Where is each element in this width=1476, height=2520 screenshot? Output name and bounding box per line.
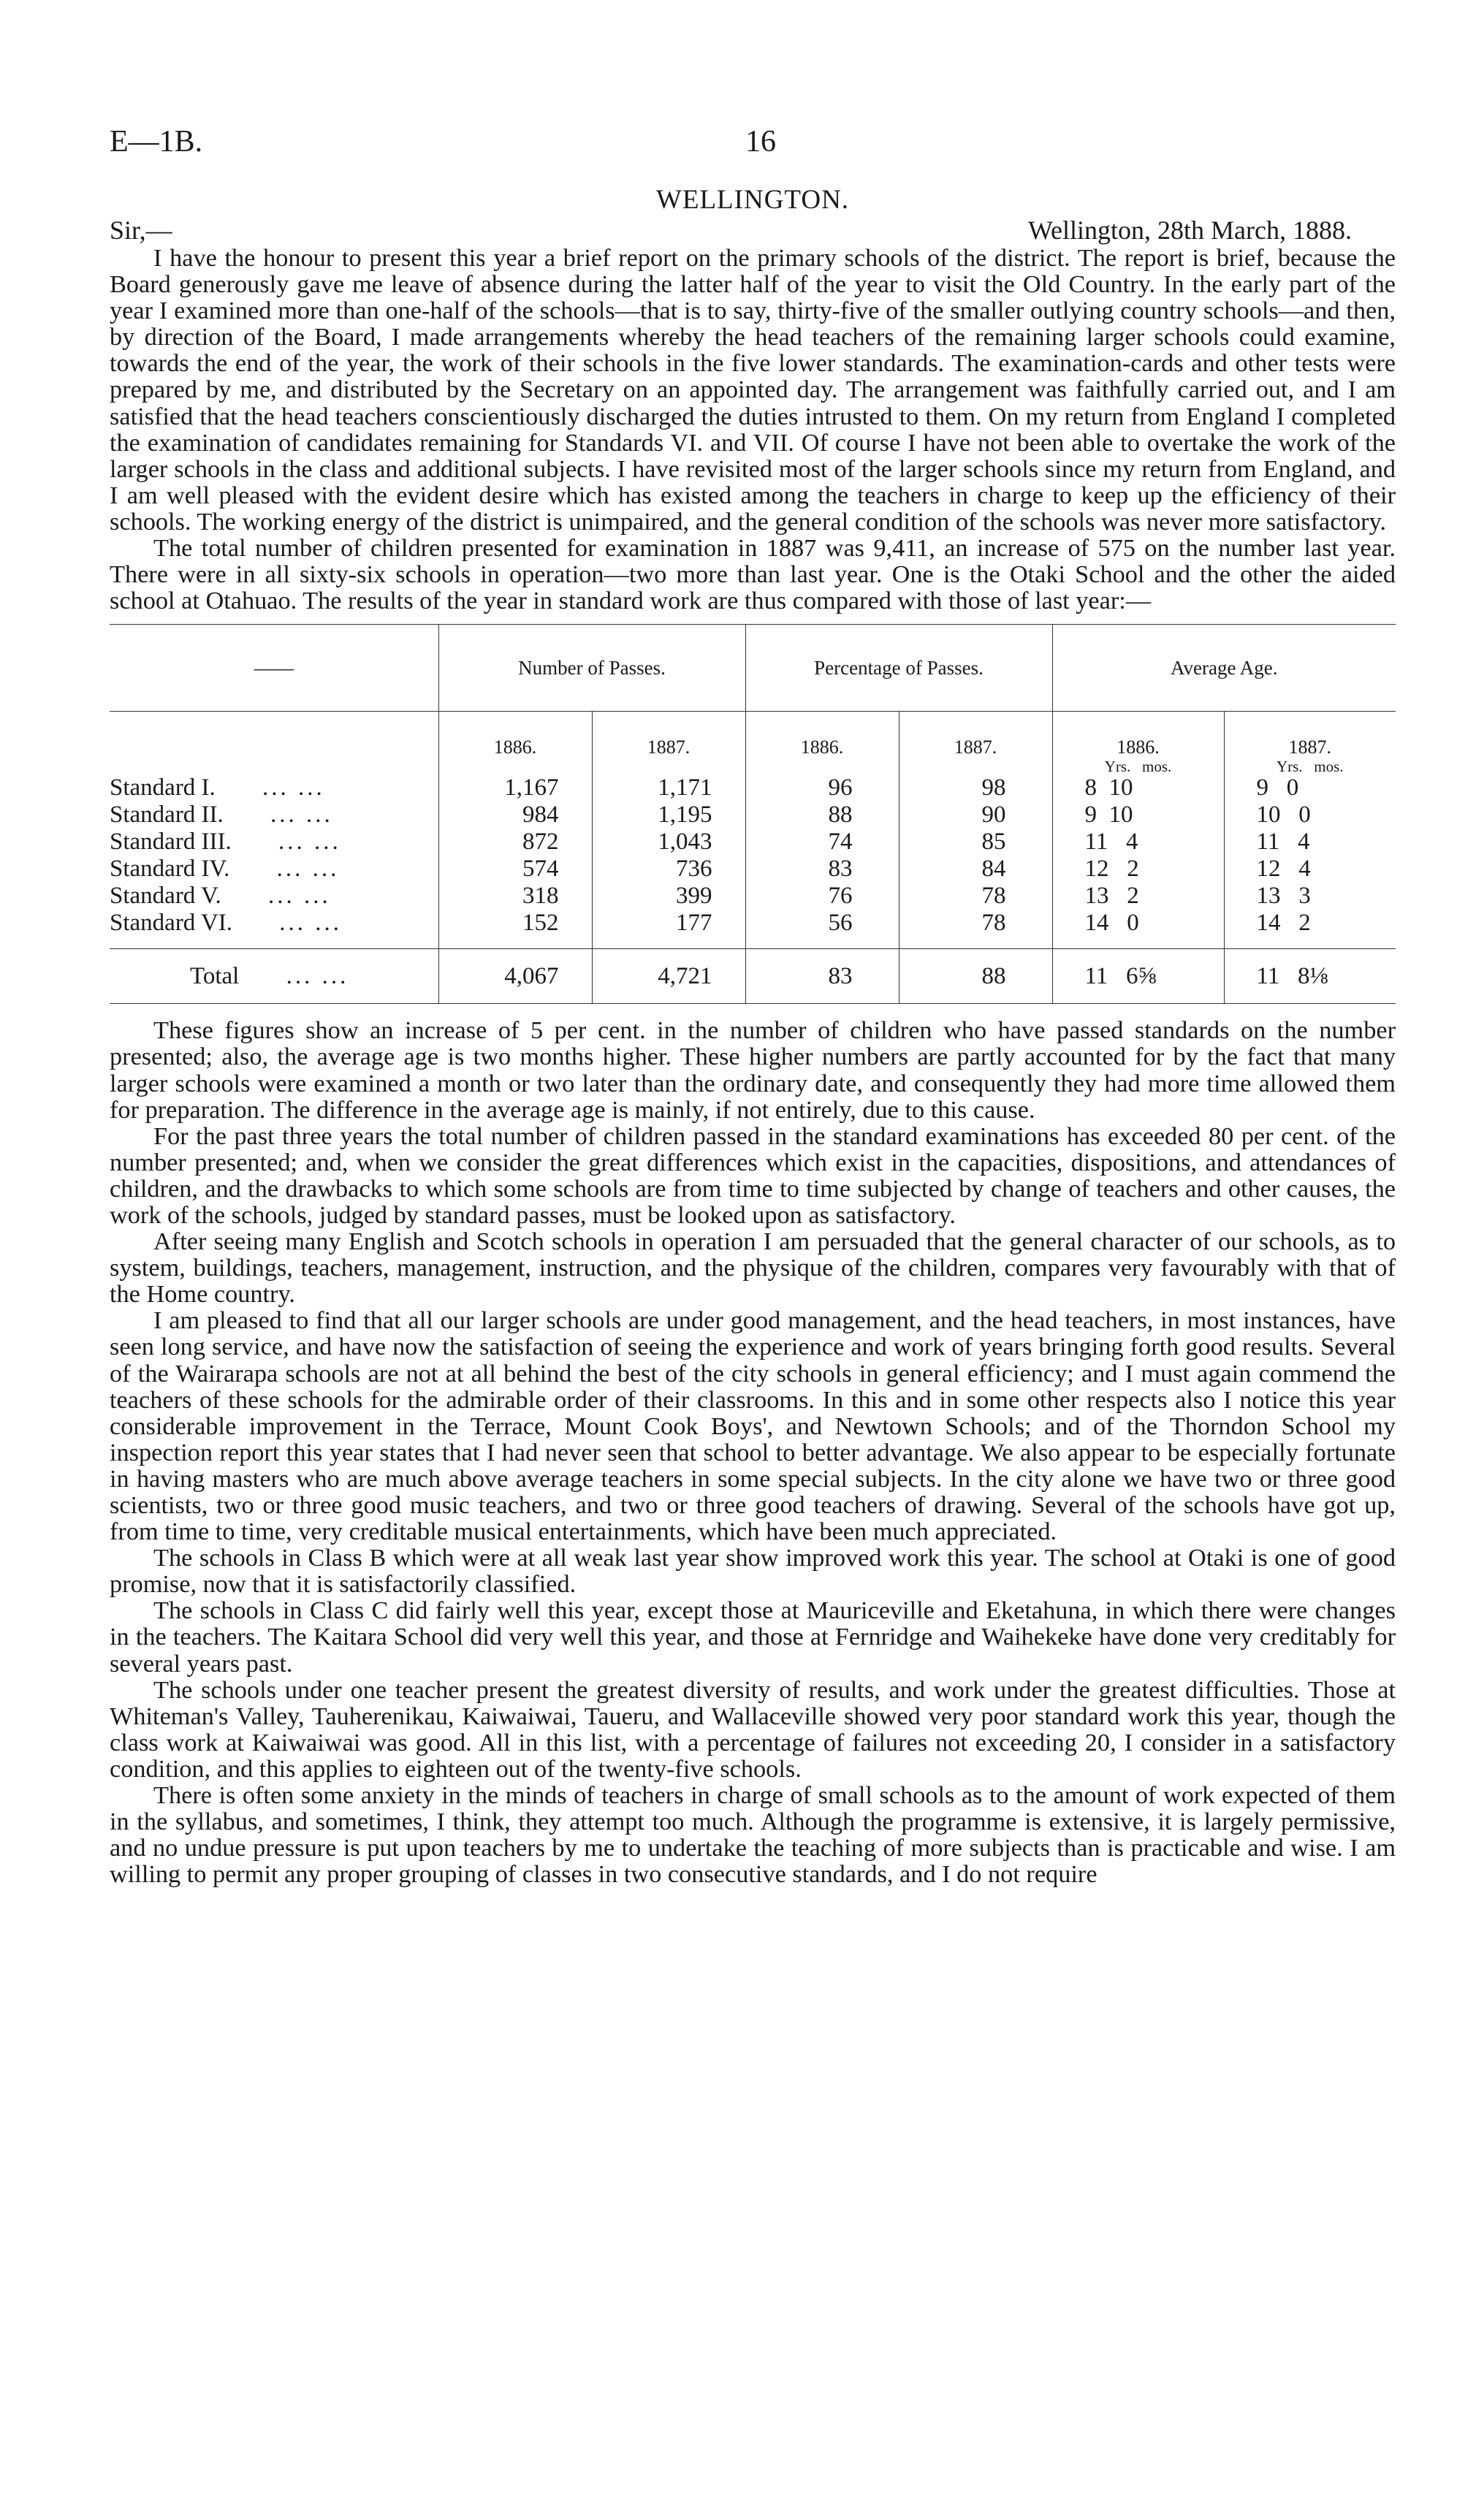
leader-dots: ... ... xyxy=(262,774,325,802)
age-1886: 13 2 xyxy=(1052,883,1224,910)
document-page xyxy=(110,124,1396,1887)
percentage-1886: 76 xyxy=(745,883,899,910)
age-1886: 8 10 xyxy=(1052,774,1224,802)
total-passes-1887: 4,721 xyxy=(592,949,745,1004)
age-year-header: 1886. Yrs. mos. xyxy=(1052,712,1224,775)
passes-1886: 984 xyxy=(438,802,592,829)
salutation: Sir,— xyxy=(110,216,172,245)
row-label: Standard III. xyxy=(110,829,232,856)
leader-dots: ... ... xyxy=(279,910,343,937)
passes-1887: 1,043 xyxy=(592,829,745,856)
table-row xyxy=(110,910,1396,937)
age-1886: 11 4 xyxy=(1052,829,1224,856)
row-label: Standard IV. xyxy=(110,856,230,883)
table-row xyxy=(110,829,1396,856)
table-row xyxy=(110,856,1396,883)
table-row xyxy=(110,802,1396,829)
passes-1886: 318 xyxy=(438,883,592,910)
passes-1887: 1,195 xyxy=(592,802,745,829)
total-label: Total xyxy=(190,962,240,989)
dateline: Wellington, 28th March, 1888. xyxy=(1027,216,1352,245)
passes-1886: 574 xyxy=(438,856,592,883)
leader-dots: ... ... xyxy=(270,802,333,829)
leader-dots: ... ... xyxy=(286,962,349,989)
age-1887: 10 0 xyxy=(1224,802,1396,829)
paragraph: For the past three years the total number of children passed in the standard examinations has exceeded 80 per cent. of the number presented; and, when we consider the great differences which exist in the capacities, dispositions, and attendances of children, and the drawbacks to which some schools are from time to time subjected by change of teachers and other causes, the work of the schools, judged by standard passes, must be looked upon as satisfactory. xyxy=(110,1122,1396,1229)
paragraph: The schools under one teacher present the greatest diversity of results, and work under the greatest difficulties. Those at Whiteman's Valley, Tauherenikau, Kaiwaiwai, Taueru, and Wallaceville showed very poor standard work this year, though the class work at Kaiwaiwai was good. All in this list, with a percentage of failures not exceeding 20, I consider in a satisfactory condition, and this applies to eighteen out of the twenty-five schools. xyxy=(110,1675,1396,1783)
passes-1886: 1,167 xyxy=(438,774,592,802)
percentage-1886: 96 xyxy=(745,774,899,802)
leader-dots: ... ... xyxy=(268,883,331,910)
year-header: 1887. xyxy=(592,712,745,775)
page-header xyxy=(110,124,1396,168)
percentage-1886: 74 xyxy=(745,829,899,856)
total-passes-1886: 4,067 xyxy=(438,949,592,1004)
paragraph: There is often some anxiety in the minds of teachers in charge of small schools as to the amount of work expected of them in the syllabus, and sometimes, I think, they attempt too much. Although the programme is extensive, it is largely permissive, and no undue pressure is put upon teachers by me to undertake the teaching of more subjects than is practicable and wise. I am willing to permit any proper grouping of classes in two consecutive standards, and I do not require xyxy=(110,1781,1396,1889)
age-1886: 9 10 xyxy=(1052,802,1224,829)
passes-1886: 872 xyxy=(438,829,592,856)
percentage-1887: 84 xyxy=(899,856,1052,883)
total-percentage-1886: 83 xyxy=(745,949,899,1004)
row-label: Standard II. xyxy=(110,802,224,829)
age-1887: 12 4 xyxy=(1224,856,1396,883)
document-reference: E—1B. xyxy=(110,125,203,159)
paragraph: These figures show an increase of 5 per cent. in the number of children who have passed standards on the number presented; also, the average age is two months higher. These higher numbers are partly accounted for by the fact that many larger schools were examined a month or two later than the ordinary date, and consequently they had more time allowed them for preparation. The difference in the average age is mainly, if not entirely, due to this cause. xyxy=(110,1016,1396,1124)
age-1886: 14 0 xyxy=(1052,910,1224,937)
year-header: 1887. xyxy=(899,712,1052,775)
salutation-line xyxy=(110,216,1396,245)
header-percentage-of-passes: Percentage of Passes. xyxy=(745,625,1052,712)
year-header: 1886. xyxy=(438,712,592,775)
paragraph: I have the honour to present this year a brief report on the primary schools of the district. The report is brief, because the Board generously gave me leave of absence during the latter half of the year to visit the Old Country. In the early part of the year I examined more than one-half of the schools—that is to say, thirty-five of the smaller outlying country schools—and then, by direction of the Board, I made arrangements whereby the head teachers of the remaining larger schools could examine, towards the end of the year, the work of their schools in the five lower standards. The examination-cards and other tests were prepared by me, and distributed by the Secretary on an appointed day. The arrangement was faithfully carried out, and I am satisfied that the head teachers conscientiously discharged the duties intrusted to them. On my return from England I completed the examination of candidates remaining for Standards VI. and VII. Of course I have not been able to overtake the work of the larger schools in the class and additional subjects. I have revisited most of the larger schools since my return from England, and I am well pleased with the evident desire which has existed among the teachers in charge to keep up the efficiency of their schools. The working energy of the district is unimpaired, and the general condition of the schools was never more satisfactory. xyxy=(110,244,1396,536)
leader-dots: ... ... xyxy=(278,829,341,856)
header-average-age: Average Age. xyxy=(1052,625,1396,712)
total-age-1886: 11 6⅝ xyxy=(1052,949,1224,1004)
percentage-1887: 78 xyxy=(899,883,1052,910)
percentage-1887: 90 xyxy=(899,802,1052,829)
table-group-header-row xyxy=(110,625,1396,712)
passes-1887: 736 xyxy=(592,856,745,883)
passes-1887: 177 xyxy=(592,910,745,937)
percentage-1887: 85 xyxy=(899,829,1052,856)
paragraph: I am pleased to find that all our larger schools are under good management, and the head teachers, in most instances, have seen long service, and have now the satisfaction of seeing the experience and work of years bringing forth good results. Several of the Wairarapa schools are not at all behind the best of the city schools in general efficiency; and I must again commend the teachers of these schools for the admirable order of their classrooms. In this and in some other respects also I notice this year considerable improvement in the Terrace, Mount Cook Boys', and Newtown Schools; and of the Thorndon School my inspection report this year states that I had never seen that school to better advantage. We also appear to be especially fortunate in having masters who are much above average teachers in some special subjects. In the city alone we have two or three good scientists, two or three good music teachers, and two or three good teachers of drawing. Several of the schools have got up, from time to time, very creditable musical entertainments, which have been much appreciated. xyxy=(110,1306,1396,1546)
percentage-1886: 83 xyxy=(745,856,899,883)
table-row xyxy=(110,774,1396,802)
paragraph: After seeing many English and Scotch schools in operation I am persuaded that the general character of our schools, as to system, buildings, teachers, management, instruction, and the physique of the children, compares very favourably with that of the Home country. xyxy=(110,1227,1396,1309)
leader-dots: ... ... xyxy=(276,856,340,883)
paragraph: The total number of children presented for examination in 1887 was 9,411, an increase of 575 on the number last year. There were in all sixty-six schools in operation—two more than last year. One is the Otaki School and the other the aided school at Otahuao. The results of the year in standard work are thus compared with those of last year:— xyxy=(110,534,1396,615)
total-percentage-1887: 88 xyxy=(899,949,1052,1004)
percentage-1887: 98 xyxy=(899,774,1052,802)
page-number: 16 xyxy=(745,125,776,159)
row-label: Standard I. xyxy=(110,774,216,802)
year-header: 1886. xyxy=(745,712,899,775)
table-total-row xyxy=(110,949,1396,1004)
header-number-of-passes: Number of Passes. xyxy=(438,625,745,712)
report-title: WELLINGTON. xyxy=(655,185,850,215)
age-1887: 13 3 xyxy=(1224,883,1396,910)
row-label: Standard VI. xyxy=(110,910,233,937)
passes-1887: 399 xyxy=(592,883,745,910)
percentage-1886: 56 xyxy=(745,910,899,937)
paragraph: The schools in Class B which were at all weak last year show improved work this year. The school at Otaki is one of good promise, now that it is satisfactorily classified. xyxy=(110,1544,1396,1599)
percentage-1887: 78 xyxy=(899,910,1052,937)
percentage-1886: 88 xyxy=(745,802,899,829)
age-units: Yrs. mos. xyxy=(1276,758,1344,776)
paragraph: The schools in Class C did fairly well this year, except those at Mauriceville and Eketahuna, in which there were changes in the teachers. The Kaitara School did very well this year, and those at Fernridge and Waihekeke have done very creditably for several years past. xyxy=(110,1596,1396,1678)
age-year-header: 1887. Yrs. mos. xyxy=(1224,712,1396,775)
passes-1886: 152 xyxy=(438,910,592,937)
age-1887: 11 4 xyxy=(1224,829,1396,856)
standards-results-table xyxy=(110,624,1396,1004)
total-age-1887: 11 8⅛ xyxy=(1224,949,1396,1004)
row-label: Standard V. xyxy=(110,883,221,910)
age-1887: 9 0 xyxy=(1224,774,1396,802)
passes-1887: 1,171 xyxy=(592,774,745,802)
table-year-header-row xyxy=(110,712,1396,775)
age-1886: 12 2 xyxy=(1052,856,1224,883)
table-corner: —— xyxy=(110,625,438,712)
table-row xyxy=(110,883,1396,910)
age-units: Yrs. mos. xyxy=(1104,758,1172,776)
age-1887: 14 2 xyxy=(1224,910,1396,937)
